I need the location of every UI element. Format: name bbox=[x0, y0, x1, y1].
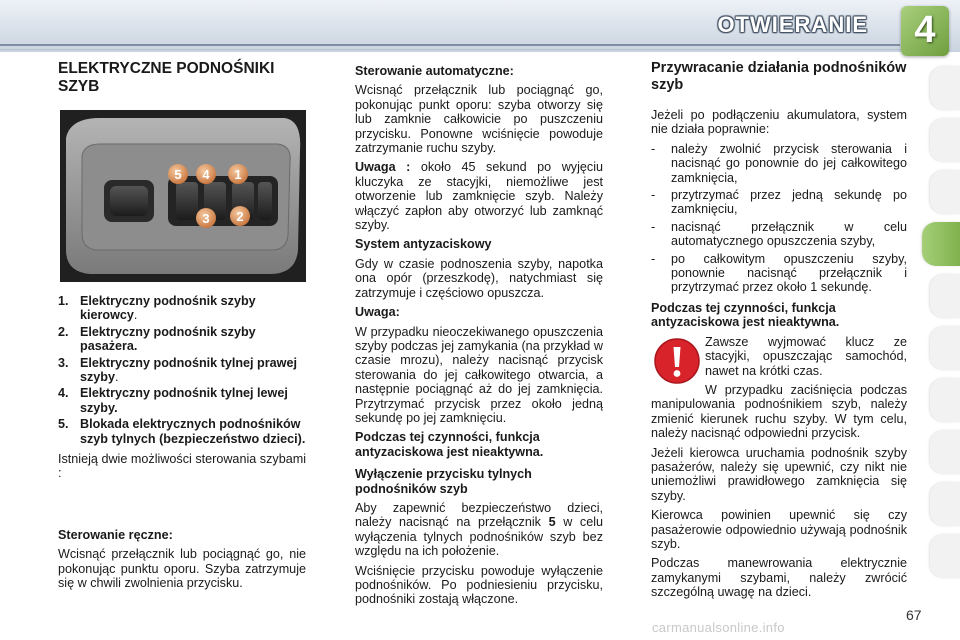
note-text: około 45 sekund po wyjęciu kluczyka ze stacyjki, niemożliwe jest otworzenie lub zamknięcie szyb. Należy włączyć zapłon aby otworzyć lub zamknąć szyby. bbox=[355, 160, 603, 233]
chapter-tab[interactable] bbox=[930, 326, 960, 370]
manual-title: Sterowanie ręczne: bbox=[58, 527, 173, 542]
anti-title: System antyzaciskowy bbox=[355, 237, 492, 252]
list-item: 5. Blokada elektrycznych podnośników szyb tylnych (bezpieczeństwo dzieci). bbox=[58, 417, 306, 446]
list-item: 2. Elektryczny podnośnik szyby pasażera. bbox=[58, 324, 256, 354]
restore-title: Przywracanie działania podnośników szyb bbox=[651, 60, 907, 93]
watermark: carmanualsonline.info bbox=[652, 620, 785, 635]
window-switch-photo bbox=[60, 110, 306, 282]
photo-label: 5 bbox=[174, 167, 182, 182]
page-number: 67 bbox=[906, 607, 922, 623]
chapter-tabs bbox=[922, 66, 960, 586]
chapter-tab[interactable] bbox=[930, 534, 960, 578]
column-middle bbox=[355, 58, 603, 612]
list-item: - nacisnąć przełącznik w celu automatycznego opuszczenia szyby, bbox=[651, 219, 907, 249]
warning-text: W przypadku zaciśnięcia podczas manipulowania podnośnikiem szyb, należy zmienić kierunek ruchu szyby. W tym celu, należy nacisnąć odpowiedni przycisk. bbox=[651, 382, 907, 441]
disable-text: Aby zapewnić bezpieczeństwo dzieci, należy nacisnąć na przełącznik 5 w celu wyłączenia tylnych podnośników szyb bez względu na ich położenie. bbox=[355, 500, 603, 559]
chapter-tab[interactable] bbox=[930, 378, 960, 422]
chapter-tab[interactable] bbox=[930, 66, 960, 110]
chapter-number: 4 bbox=[914, 9, 936, 51]
restore-intro: Jeżeli po podłączeniu akumulatora, system nie działa poprawnie: bbox=[651, 108, 907, 137]
photo-label: 1 bbox=[234, 167, 242, 182]
column-left bbox=[58, 58, 306, 596]
exclamation-warning-icon bbox=[653, 337, 701, 385]
photo-label: 2 bbox=[236, 209, 244, 224]
chapter-tab[interactable] bbox=[930, 482, 960, 526]
intro-text: Istnieją dwie możliwości sterowania szybami : bbox=[58, 452, 306, 481]
chapter-tab-active[interactable] bbox=[922, 222, 960, 266]
list-item: - po całkowitym opuszczeniu szyby, ponownie nacisnąć przełącznik i przytrzymać przez około 1 sekundę. bbox=[651, 251, 907, 295]
auto-text: Wcisnąć przełącznik lub pociągnąć go, pokonując punkt oporu: szyba otworzy się lub zamknie całkowicie po puszczeniu przycisku. Ponowne wciśnięcie powoduje zatrzymanie ruchu szyby. bbox=[355, 83, 603, 156]
switch-list bbox=[58, 294, 306, 446]
chapter-title: OTWIERANIE bbox=[717, 12, 868, 37]
header-line-thin bbox=[0, 49, 900, 50]
chapter-tab[interactable] bbox=[930, 274, 960, 318]
warning-text: Podczas manewrowania elektrycznie zamykanymi szybami, należy zwrócić szczególną uwagę na dzieci. bbox=[651, 556, 907, 600]
note2-text: W przypadku nieoczekiwanego opuszczenia szyby podczas jej zamykania (na przykład w czasie mrozu), należy nacisnąć przycisk sterowania do jej całkowitego otwarcia, a następnie pociągnąć aż do jej zamknięcia. Przytrzymać przycisk przez około jedną sekundę po jej zamknięciu. bbox=[355, 324, 603, 425]
list-item: 3. Elektryczny podnośnik tylnej prawej szyby. bbox=[58, 355, 297, 385]
inactive-note: Podczas tej czynności, funkcja antyzaciskowa jest nieaktywna. bbox=[355, 430, 544, 459]
warning-text: Kierowca powinien upewnić się czy pasażerowie odpowiednio używają podnośnik szyb. bbox=[651, 508, 907, 551]
column-right bbox=[651, 58, 907, 605]
note-paragraph bbox=[355, 160, 603, 232]
re-press-text: Wciśnięcie przycisku powoduje wyłączenie podnośników. Po podniesieniu przycisku, podnośniki zostają włączone. bbox=[355, 563, 603, 607]
auto-title: Sterowanie automatyczne: bbox=[355, 64, 514, 78]
warning-block bbox=[651, 335, 907, 441]
warning-text: Jeżeli kierowca uruchamia podnośnik szyby pasażerów, należy się upewnić, czy nikt nie uniemożliwi prawidłowego zamknięcia się szyby. bbox=[651, 445, 907, 503]
anti-text: Gdy w czasie podnoszenia szyby, napotka ona opór (przeszkodę), natychmiast się zatrzymuje i częściowo opuszcza. bbox=[355, 256, 603, 300]
header-line bbox=[0, 44, 900, 46]
warning-text: Zawsze wyjmować klucz ze stacyjki, opuszczając samochód, nawet na krótki czas. bbox=[705, 334, 907, 378]
section-title: ELEKTRYCZNE PODNOŚNIKI SZYB bbox=[58, 60, 275, 95]
list-item: - przytrzymać przez jedną sekundę po zamknięciu, bbox=[651, 188, 907, 217]
manual-text: Wcisnąć przełącznik lub pociągnąć go, nie pokonując punktu oporu. Szyba zatrzymuje się w chwili zwolnienia przycisku. bbox=[58, 547, 306, 591]
note2-title: Uwaga: bbox=[355, 305, 400, 320]
switch-panel-illustration bbox=[60, 110, 306, 282]
photo-label: 4 bbox=[202, 167, 210, 182]
inactive-note: Podczas tej czynności, funkcja antyzaciskowa jest nieaktywna. bbox=[651, 300, 840, 330]
chapter-tab[interactable] bbox=[930, 430, 960, 474]
photo-label: 3 bbox=[202, 211, 210, 226]
list-item: - należy zwolnić przycisk sterowania i nacisnąć go ponownie do jej całkowitego zamknięcia, bbox=[651, 141, 907, 185]
chapter-tab[interactable] bbox=[930, 118, 960, 162]
list-item: 4. Elektryczny podnośnik tylnej lewej szyby. bbox=[58, 386, 288, 415]
restore-steps bbox=[651, 142, 907, 295]
chapter-badge bbox=[901, 6, 949, 56]
disable-title: Wyłączenie przycisku tylnych podnośników szyb bbox=[355, 467, 532, 496]
chapter-tab[interactable] bbox=[930, 170, 960, 214]
list-item: 1. Elektryczny podnośnik szyby kierowcy. bbox=[58, 294, 256, 323]
note-label: Uwaga : bbox=[355, 160, 411, 175]
